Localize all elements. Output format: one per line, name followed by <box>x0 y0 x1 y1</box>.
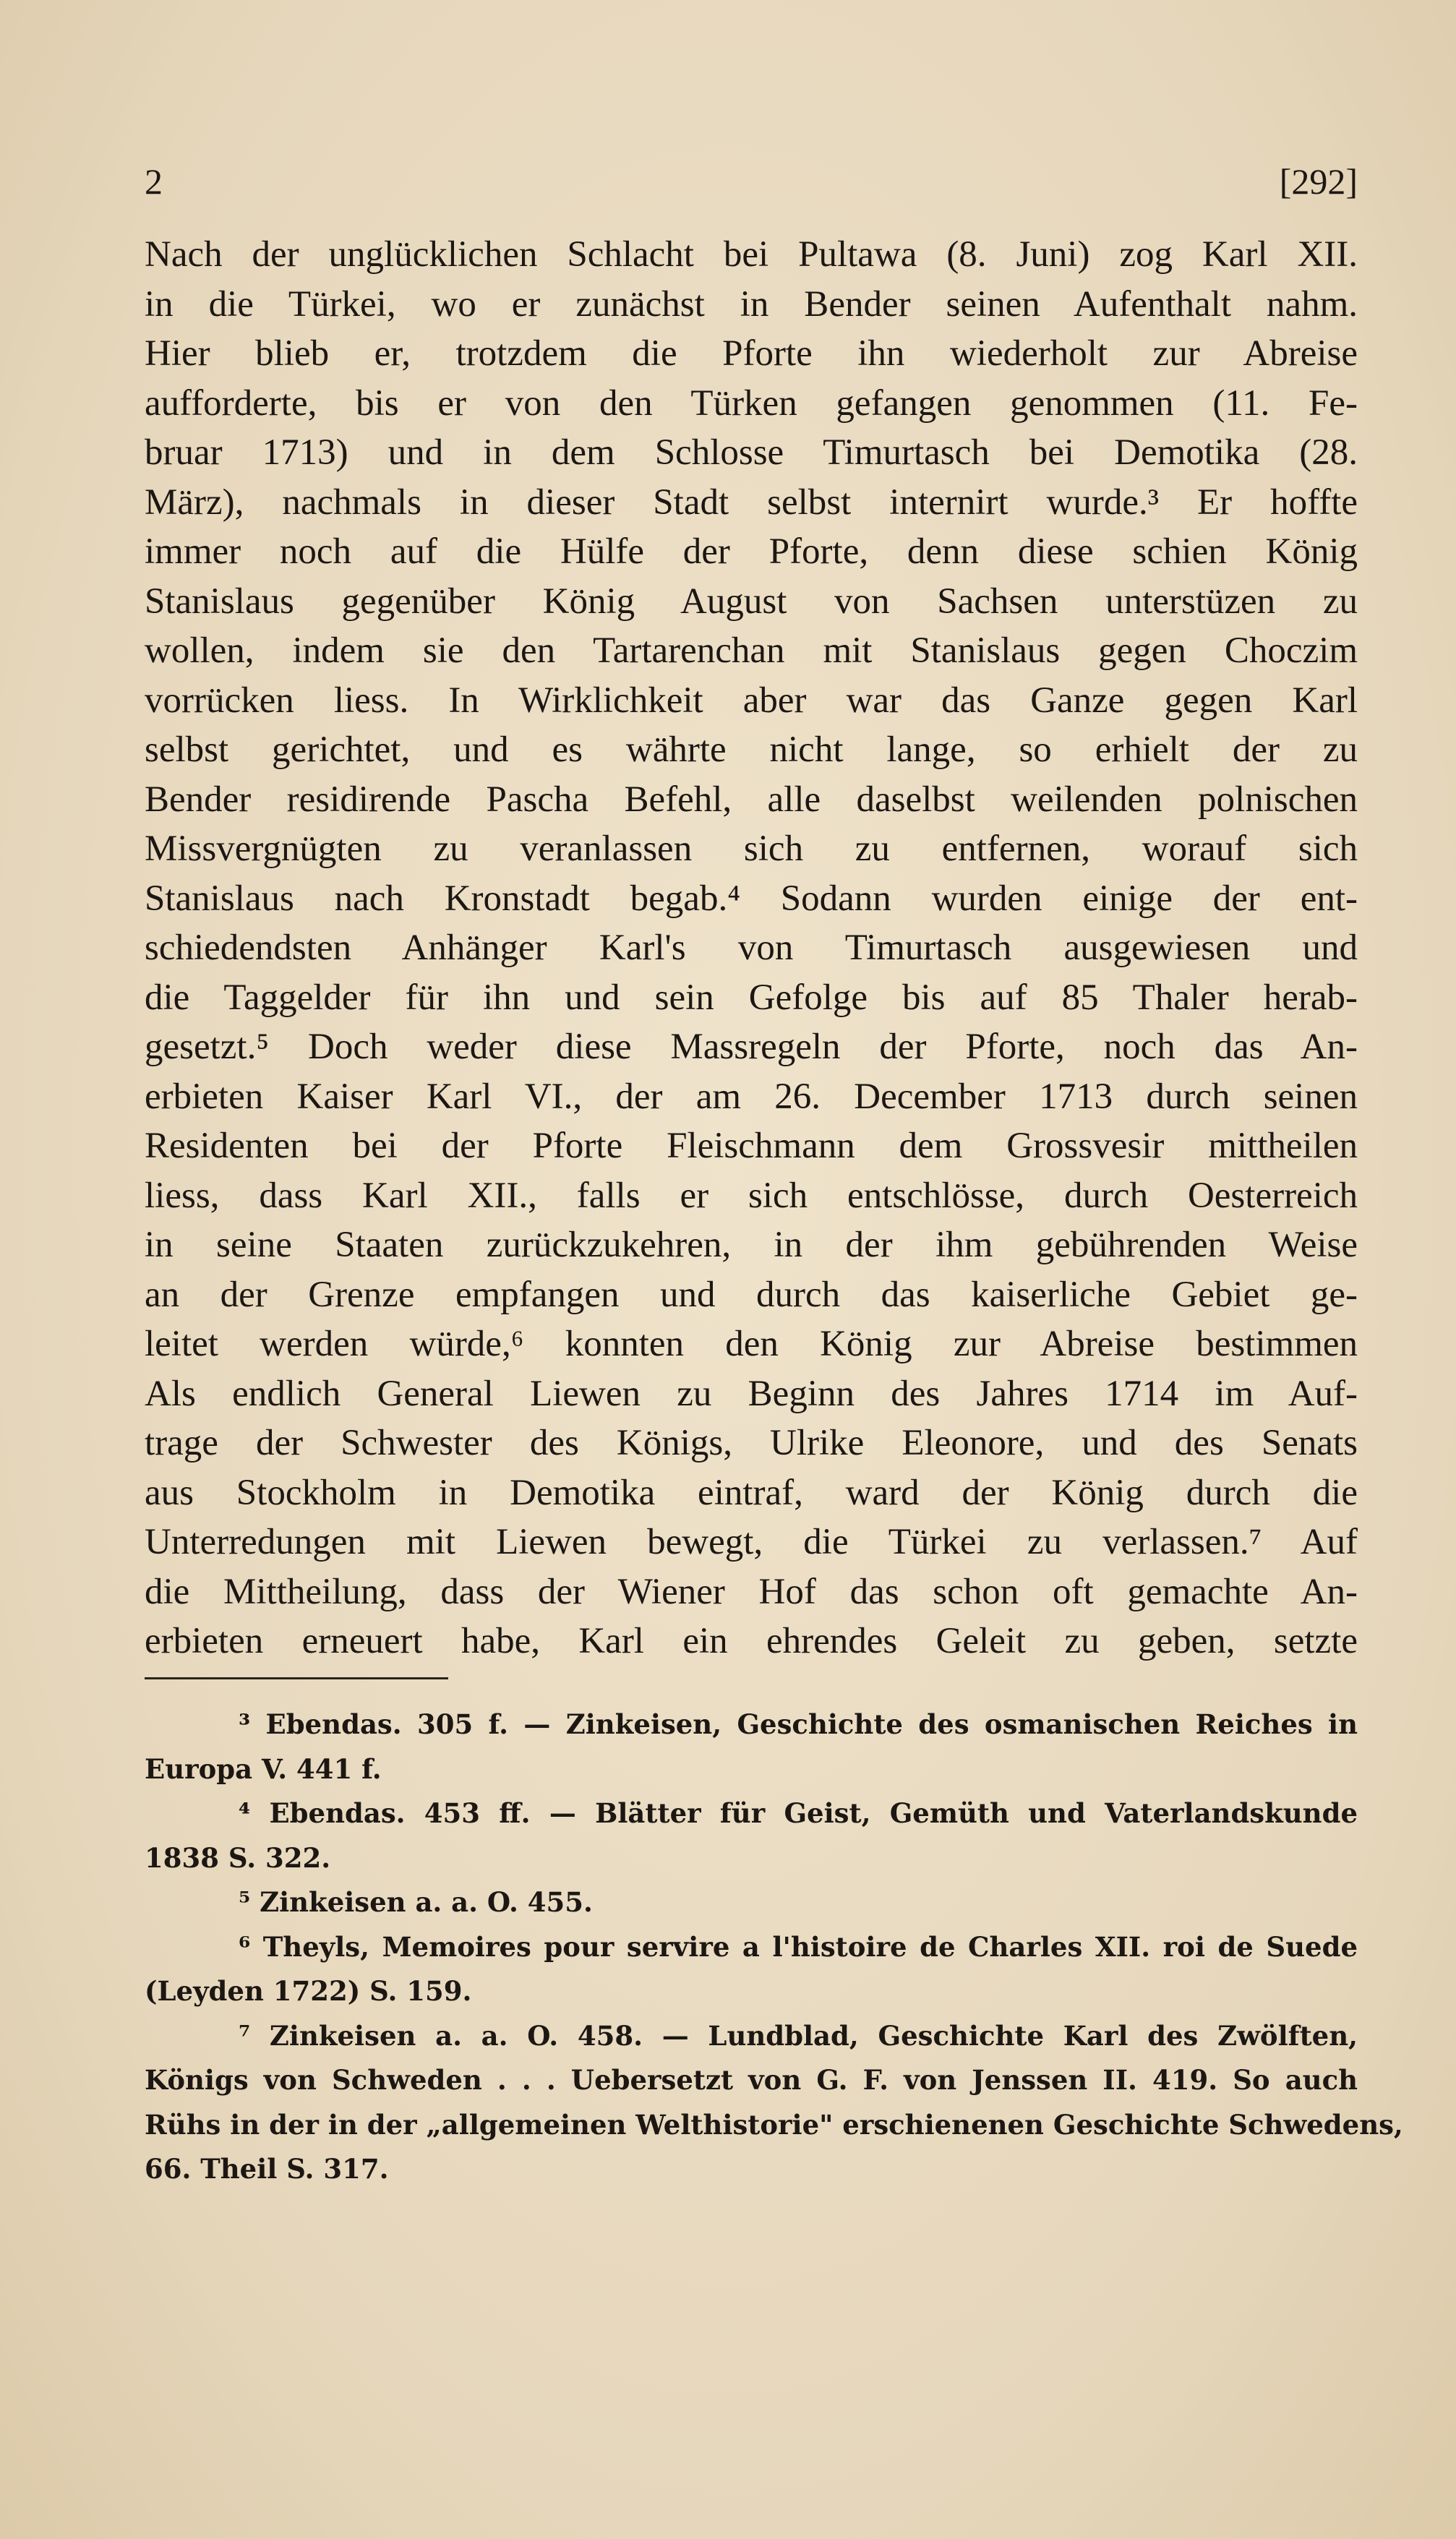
body-line: Missvergnügten zu veranlassen sich zu entfernen, worauf sich <box>145 829 1358 869</box>
footnote-line: Europa V. 441 f. <box>145 1752 382 1785</box>
body-line: Stanislaus nach Kronstadt begab.⁴ Sodann wurden einige der ent- <box>145 878 1358 919</box>
footnote-4: ⁴ Ebendas. 453 ff. — Blätter für Geist, Gemüth und Vaterlandskunde <box>239 1797 1358 1829</box>
footnote-6: ⁶ Theyls, Memoires pour servire a l'histoire de Charles XII. roi de Suede <box>239 1930 1358 1963</box>
body-line: aus Stockholm in Demotika eintraf, ward der König durch die <box>145 1472 1358 1513</box>
footnote-line: Königs von Schweden . . . Uebersetzt von G. F. von Jenssen II. 419. So auch <box>145 2064 1358 2096</box>
body-line: erbieten Kaiser Karl VI., der am 26. December 1713 durch seinen <box>145 1076 1358 1117</box>
body-line: die Mittheilung, dass der Wiener Hof das schon oft gemachte An- <box>145 1571 1358 1612</box>
body-line: wollen, indem sie den Tartarenchan mit Stanislaus gegen Choczim <box>145 630 1358 671</box>
body-line: gesetzt.⁵ Doch weder diese Massregeln der Pforte, noch das An- <box>145 1027 1358 1067</box>
footnotes <box>145 1703 1403 2192</box>
body-line: Als endlich General Liewen zu Beginn des Jahres 1714 im Auf- <box>145 1373 1358 1414</box>
body-line: trage der Schwester des Königs, Ulrike Eleonore, und des Senats <box>145 1423 1358 1463</box>
body-line: die Taggelder für ihn und sein Gefolge bis auf 85 Thaler herab- <box>145 977 1358 1018</box>
body-line: Bender residirende Pascha Befehl, alle daselbst weilenden polnischen <box>145 779 1358 820</box>
body-line: immer noch auf die Hülfe der Pforte, denn diese schien König <box>145 531 1358 572</box>
body-line: vorrücken liess. In Wirklichkeit aber war das Ganze gegen Karl <box>145 680 1358 721</box>
body-text <box>145 230 1358 1666</box>
body-line: liess, dass Karl XII., falls er sich entschlösse, durch Oesterreich <box>145 1175 1358 1216</box>
body-line: Stanislaus gegenüber König August von Sachsen unterstüzen zu <box>145 581 1358 622</box>
footnote-line: 66. Theil S. 317. <box>145 2153 389 2185</box>
body-line: Hier blieb er, trotzdem die Pforte ihn wiederholt zur Abreise <box>145 333 1358 374</box>
page-header <box>145 160 1358 204</box>
footnote-separator <box>145 1677 448 1679</box>
body-line: in die Türkei, wo er zunächst in Bender seinen Aufenthalt nahm. <box>145 283 1358 325</box>
body-line: Residenten bei der Pforte Fleischmann dem Grossvesir mittheilen <box>145 1126 1358 1166</box>
body-line: aufforderte, bis er von den Türken gefangen genommen (11. Fe- <box>145 382 1358 424</box>
body-line: Unterredungen mit Liewen bewegt, die Türkei zu verlassen.⁷ Auf <box>145 1522 1358 1562</box>
body-line: schiedendsten Anhänger Karl's von Timurtasch ausgewiesen und <box>145 928 1358 968</box>
footnote-3: ³ Ebendas. 305 f. — Zinkeisen, Geschichte des osmanischen Reiches in <box>239 1708 1358 1740</box>
body-line: erbieten erneuert habe, Karl ein ehrendes Geleit zu geben, setzte <box>145 1621 1358 1661</box>
body-line: Nach der unglücklichen Schlacht bei Pultawa (8. Juni) zog Karl XII. <box>145 234 1358 275</box>
body-line: März), nachmals in dieser Stadt selbst internirt wurde.³ Er hoffte <box>145 481 1358 523</box>
footnote-line: Rühs in der in der „allgemeinen Welthistorie" erschienenen Geschichte Schwedens, <box>145 2108 1403 2141</box>
footnote-line: 1838 S. 322. <box>145 1841 331 1874</box>
page-number: 2 <box>145 161 163 202</box>
footnote-5: ⁵ Zinkeisen a. a. O. 455. <box>239 1886 593 1918</box>
footnote-line: (Leyden 1722) S. 159. <box>145 1975 472 2007</box>
footnote-7: ⁷ Zinkeisen a. a. O. 458. — Lundblad, Geschichte Karl des Zwölften, <box>239 2019 1358 2052</box>
body-line: leitet werden würde,⁶ konnten den König zur Abreise bestimmen <box>145 1324 1358 1364</box>
body-line: selbst gerichtet, und es währte nicht lange, so erhielt der zu <box>145 729 1358 770</box>
body-line: bruar 1713) und in dem Schlosse Timurtasch bei Demotika (28. <box>145 432 1358 473</box>
body-line: in seine Staaten zurückzukehren, in der ihm gebührenden Weise <box>145 1225 1358 1265</box>
body-line: an der Grenze empfangen und durch das kaiserliche Gebiet ge- <box>145 1274 1358 1315</box>
page-reference: [292] <box>1279 161 1358 202</box>
